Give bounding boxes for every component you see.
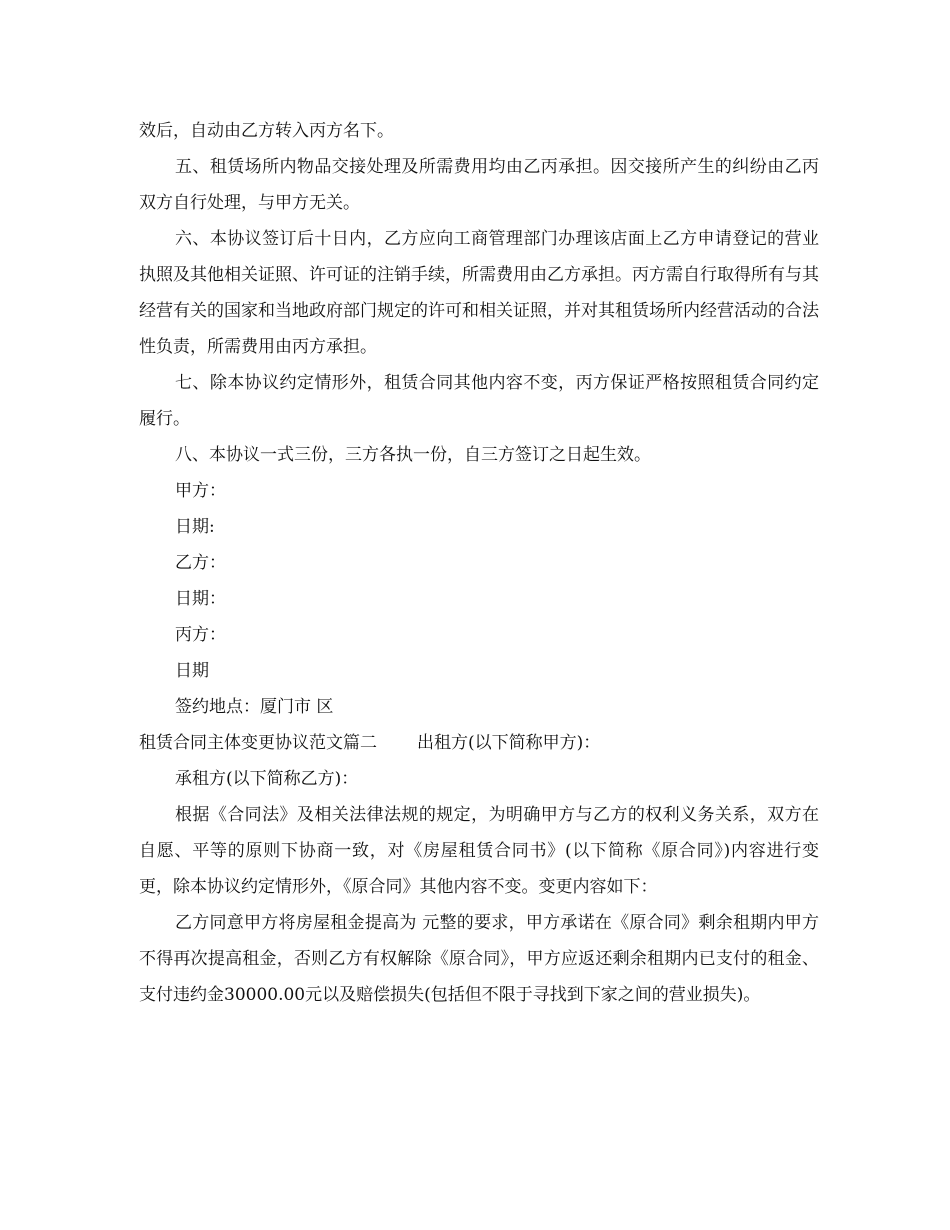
clause-eight: 八、本协议一式三份，三方各执一份，自三方签订之日起生效。	[175, 445, 651, 465]
signing-location: 签约地点：厦门市 区	[175, 697, 334, 717]
signature-date-c: 日期	[175, 661, 209, 681]
signature-date-a: 日期:	[175, 517, 215, 537]
body-paragraph-basis: 根据《合同法》及相关法律法规的规定，为明确甲方与乙方的权利义务关系，双方在自愿、平等的原则下协商一致，对《房屋租赁合同书》(以下简称《原合同》)内容进行变更，除本协议约定情形外，《原合同》其他内容不变。变更内容如下：	[139, 805, 819, 897]
document-body	[139, 113, 819, 1013]
signature-date-b: 日期：	[175, 589, 226, 609]
clause-five: 五、租赁场所内物品交接处理及所需费用均由乙丙承担。因交接所产生的纠纷由乙丙双方自行处理，与甲方无关。	[139, 157, 819, 213]
body-paragraph-rent-change: 乙方同意甲方将房屋租金提高为 元整的要求，甲方承诺在《原合同》剩余租期内甲方不得再次提高租金，否则乙方有权解除《原合同》，甲方应返还剩余租期内已支付的租金、支付违约金30000.00元以及赔偿损失(包括但不限于寻找到下家之间的营业损失)。	[139, 913, 819, 1005]
clause-six: 六、本协议签订后十日内，乙方应向工商管理部门办理该店面上乙方申请登记的营业执照及其他相关证照、许可证的注销手续，所需费用由乙方承担。丙方需自行取得所有与其经营有关的国家和当地政府部门规定的许可和相关证照，并对其租赁场所内经营活动的合法性负责，所需费用由丙方承担。	[139, 229, 819, 357]
paragraph-continuation: 效后，自动由乙方转入丙方名下。	[139, 121, 394, 141]
lessee-line: 承租方(以下简称乙方)：	[175, 769, 359, 789]
section-heading: 租赁合同主体变更协议范文篇二	[139, 733, 377, 753]
lessor-line: 出租方(以下简称甲方)：	[417, 733, 601, 753]
signature-party-c: 丙方：	[175, 625, 226, 645]
signature-party-a: 甲方：	[175, 481, 226, 501]
clause-seven: 七、除本协议约定情形外，租赁合同其他内容不变，丙方保证严格按照租赁合同约定履行。	[139, 373, 819, 429]
signature-party-b: 乙方：	[175, 553, 226, 573]
section-heading-row	[139, 725, 819, 761]
